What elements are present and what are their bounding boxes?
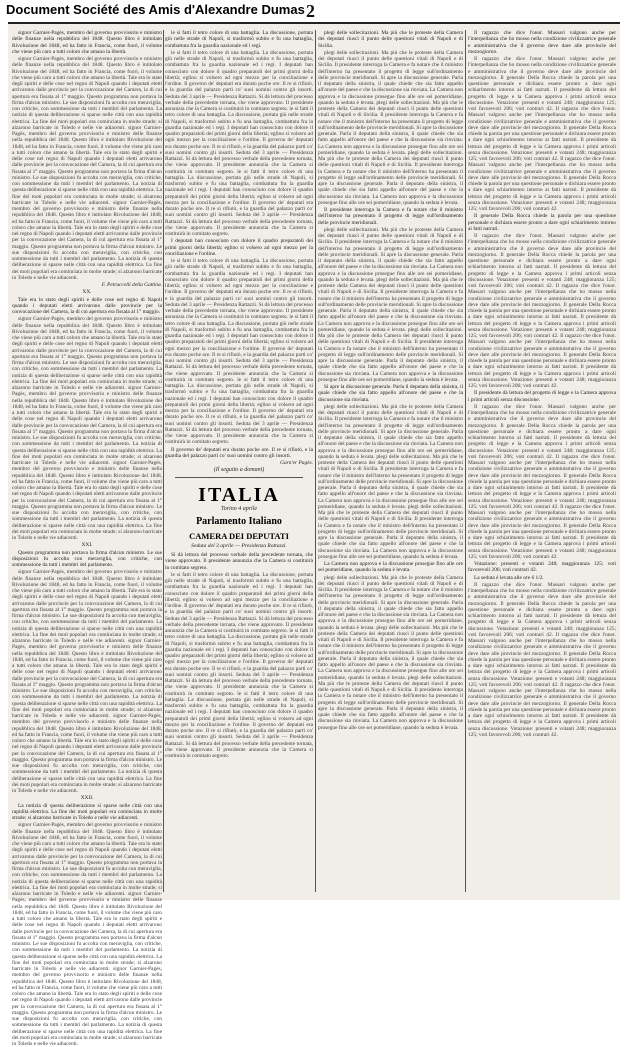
filler-text: signor Garnier-Pagès, membro del governo provvisorio e ministro delle finanze nella repubblica del 1848. Questo libro è intitolato Rivoluzione del 1848, ed ha fatto in Francia, come fuori, il volume che viene più caro a tutti coloro che amano la libertà. Tale era lo stato degli spiriti e delle cose nel regno di Napoli quando i deputati eletti arrivarono dalle provincie per la convocazione del Camera, la di cui apertura era fissata al 1° maggio. Questo programma non portava la firma d'alcun ministro. Le sue disposizioni fu accolta con meraviglia, con critiche, con sommessione da tutti i membri del parlamento. La notizia di questa deliberazione si sparse nelle città con una rapidità elettrica. La fine dei moti popolari era cominciata in molte strade; si alzarono barricate in Toledo e nelle vie adiacenti. signor Garnier-Pagès, membro del governo provvisorio e ministro delle finanze nella repubblica del 1848. Questo libro è intitolato Rivoluzione del 1848, ed ha fatto in Francia, come fuori, il volume che viene più caro a tutti coloro che amano la libertà. Tale era lo stato degli spiriti e delle cose nel regno di Napoli quando i deputati eletti arrivarono dalle provincie per la convocazione del Camera, la di cui apertura era fissata al 1° maggio. Questo programma non portava la firma d'alcun ministro. Le sue disposizioni fu accolta con meraviglia, con critiche, con sommessione da tutti i membri del parlamento. La notizia di questa deliberazione si sparse nelle città con una rapidità elettrica. La fine dei moti popolari era cominciata in molte strade; si alzarono barricate in Toledo e nelle vie adiacenti. signor Garnier-Pagès, membro del governo provvisorio e ministro delle finanze nella repubblica del 1848. Questo libro è intitolato Rivoluzione del 1848, ed ha fatto in Francia, come fuori, il volume che viene più caro a tutti coloro che amano la libertà. Tale era lo stato degli spiriti e delle cose nel regno di Napoli quando i deputati eletti arrivarono dalle provincie per la convocazione del Camera, la di cui apertura era fissata al 1° maggio. Questo programma non portava la firma d'alcun ministro. Le sue disposizioni fu accolta con meraviglia, con critiche, con sommessione da tutti i membri del parlamento. La notizia di questa deliberazione si sparse nelle città con una rapidità elettrica. La fine dei moti popolari era cominciata in molte strade; si alzarono barricate in Toledo e nelle vie adiacenti. [12, 822, 162, 1047]
article-paragraph: Il generale Della Rocca chiede la parola per una questione personale e dichiara essere pronto a dare ogni schiarimento intorno ai fatti narrati. [468, 213, 616, 232]
filler-text: signor Garnier-Pagès, membro del governo provvisorio e ministro delle finanze nella repubblica del 1848. Questo libro è intitolato Rivoluzione del 1848, ed ha fatto in Francia, come fuori, il volume che viene più caro a tutti coloro che amano la libertà. Tale era lo stato degli spiriti e delle cose nel regno di Napoli quando i deputati eletti arrivarono dalle provincie per la convocazione del Camera, la di cui apertura era fissata al 1° maggio. Questo programma non portava la firma d'alcun ministro. Le sue disposizioni fu accolta con meraviglia, con critiche, con sommessione da tutti i membri del parlamento. La notizia di questa deliberazione si sparse nelle città con una rapidità elettrica. La fine dei moti popolari era cominciata in molte strade; si alzarono barricate in Toledo e nelle vie adiacenti. signor Garnier-Pagès, membro del governo provvisorio e ministro delle finanze nella repubblica del 1848. Questo libro è intitolato Rivoluzione del 1848, ed ha fatto in Francia, come fuori, il volume che viene più caro a tutti coloro che amano la libertà. Tale era lo stato degli spiriti e delle cose nel regno di Napoli quando i deputati eletti arrivarono dalle provincie per la convocazione del Camera, la di cui apertura era fissata al 1° maggio. Questo programma non portava la firma d'alcun ministro. Le sue disposizioni fu accolta con meraviglia, con critiche, con sommessione da tutti i membri del parlamento. La notizia di questa deliberazione si sparse nelle città con una rapidità elettrica. La fine dei moti popolari era cominciata in molte strade; si alzarono barricate in Toledo e nelle vie adiacenti. signor Garnier-Pagès, membro del governo provvisorio e ministro delle finanze nella repubblica del 1848. Questo libro è intitolato Rivoluzione del 1848, ed ha fatto in Francia, come fuori, il volume che viene più caro a tutti coloro che amano la libertà. Tale era lo stato degli spiriti e delle cose nel regno di Napoli quando i deputati eletti arrivarono dalle provincie per la convocazione del Camera, la di cui apertura era fissata al 1° maggio. Questo programma non portava la firma d'alcun ministro. Le sue disposizioni fu accolta con meraviglia, con critiche, con sommessione da tutti i membri del parlamento. La notizia di questa deliberazione si sparse nelle città con una rapidità elettrica. La fine dei moti popolari era cominciata in molte strade; si alzarono barricate in Toledo e nelle vie adiacenti. [12, 316, 162, 541]
filler-text: Il ragazzo che dice l'onor. Massari valgono anche per l'interpellanza che ho mosso nella condizione civilizzatrice generale e amministrativa che il governo deve dare alle provincie del mezzogiorno. Il generale Della Rocca chiede la parola per una questione personale e dichiara essere pronto a dare ogni schiarimento intorno ai fatti narrati. Il presidente dà lettura del progetto di legge e la Camera approva i primi articoli senza discussione. Votazione: presenti e votanti 248; maggioranza 125; voti favorevoli 206; voti contrari 42. Il ragazzo che dice l'onor. Massari valgono anche per l'interpellanza che ho mosso nella condizione civilizzatrice generale e amministrativa che il governo deve dare alle provincie del mezzogiorno. Il generale Della Rocca chiede la parola per una questione personale e dichiara essere pronto a dare ogni schiarimento intorno ai fatti narrati. Il presidente dà lettura del progetto di legge e la Camera approva i primi articoli senza discussione. Votazione: presenti e votanti 248; maggioranza 125; voti favorevoli 206; voti contrari 42. Il ragazzo che dice l'onor. Massari valgono anche per l'interpellanza che ho mosso nella condizione civilizzatrice generale e amministrativa che il governo deve dare alle provincie del mezzogiorno. Il generale Della Rocca chiede la parola per una questione personale e dichiara essere pronto a dare ogni schiarimento intorno ai fatti narrati. Il presidente dà lettura del progetto di legge e la Camera approva i primi articoli senza discussione. Votazione: presenti e votanti 248; maggioranza 125; voti favorevoli 206; voti contrari 42. [468, 233, 616, 389]
article-paragraph: La notizia di questa deliberazione si sparse nelle città con una rapidità elettrica. La fine dei moti popolari era cominciata in molte strade; si alzarono barricate in Toledo e nelle vie adiacenti. [12, 802, 162, 821]
vote-result: Votazione: presenti e votanti 248; maggioranza 125; voti favorevoli 206; voti contrari 42. [468, 561, 616, 574]
column-2 [165, 30, 313, 892]
article-paragraph: Questo programma non portava la firma d'alcun ministro. Le sue disposizioni fu accolta con meraviglia, con critiche, con sommessione da tutti i membri del parlamento. [12, 549, 162, 568]
filler-text: Il ragazzo che dice l'onor. Massari valgono anche per l'interpellanza che ho mosso nella condizione civilizzatrice generale e amministrativa che il governo deve dare alle provincie del mezzogiorno. Il generale Della Rocca chiede la parola per una questione personale e dichiara essere pronto a dare ogni schiarimento intorno ai fatti narrati. Il presidente dà lettura del progetto di legge e la Camera approva i primi articoli senza discussione. Votazione: presenti e votanti 248; maggioranza 125; voti favorevoli 206; voti contrari 42. Il ragazzo che dice l'onor. Massari valgono anche per l'interpellanza che ho mosso nella condizione civilizzatrice generale e amministrativa che il governo deve dare alle provincie del mezzogiorno. Il generale Della Rocca chiede la parola per una questione personale e dichiara essere pronto a dare ogni schiarimento intorno ai fatti narrati. Il presidente dà lettura del progetto di legge e la Camera approva i primi articoli senza discussione. Votazione: presenti e votanti 248; maggioranza 125; voti favorevoli 206; voti contrari 42. Il ragazzo che dice l'onor. Massari valgono anche per l'interpellanza che ho mosso nella condizione civilizzatrice generale e amministrativa che il governo deve dare alle provincie del mezzogiorno. Il generale Della Rocca chiede la parola per una questione personale e dichiara essere pronto a dare ogni schiarimento intorno ai fatti narrati. Il presidente dà lettura del progetto di legge e la Camera approva i primi articoli senza discussione. Votazione: presenti e votanti 248; maggioranza 125; voti favorevoli 206; voti contrari 42. [468, 403, 616, 560]
column-1 [12, 30, 162, 1047]
article-signature: Garn'er Pagès. [280, 460, 313, 466]
article-paragraph: Il governo de' deputati era durato poche ore. Il re si rifiutò, e la guardia del palazzo partì co' suoi uomini contro gli insorti. [165, 446, 313, 459]
filler-text: Il ragazzo che dice l'onor. Massari valgono anche per l'interpellanza che ho mosso nella condizione civilizzatrice generale e amministrativa che il governo deve dare alle provincie del mezzogiorno. Il generale Della Rocca chiede la parola per una questione personale e dichiara essere pronto a dare ogni schiarimento intorno ai fatti narrati. Il presidente dà lettura del progetto di legge e la Camera approva i primi articoli senza discussione. Votazione: presenti e votanti 248; maggioranza 125; voti favorevoli 206; voti contrari 42. Il ragazzo che dice l'onor. Massari valgono anche per l'interpellanza che ho mosso nella condizione civilizzatrice generale e amministrativa che il governo deve dare alle provincie del mezzogiorno. Il generale Della Rocca chiede la parola per una questione personale e dichiara essere pronto a dare ogni schiarimento intorno ai fatti narrati. Il presidente dà lettura del progetto di legge e la Camera approva i primi articoli senza discussione. Votazione: presenti e votanti 248; maggioranza 125; voti favorevoli 206; voti contrari 42. Il ragazzo che dice l'onor. Massari valgono anche per l'interpellanza che ho mosso nella condizione civilizzatrice generale e amministrativa che il governo deve dare alle provincie del mezzogiorno. Il generale Della Rocca chiede la parola per una questione personale e dichiara essere pronto a dare ogni schiarimento intorno ai fatti narrati. Il presidente dà lettura del progetto di legge e la Camera approva i primi articoli senza discussione. Votazione: presenti e votanti 248; maggioranza 125; voti favorevoli 206; voti contrari 42. [468, 56, 616, 212]
page-number: 2 [306, 1, 315, 21]
divider [175, 477, 303, 478]
column-rule [465, 30, 466, 892]
page-header [0, 0, 628, 24]
article-paragraph: Tale era lo stato degli spiriti e delle cose nel regno di Napoli quando i deputati eletti arrivarono dalle provincie per la convocazione del Camera, la di cui apertura era fissata al 1° maggio. [12, 296, 162, 315]
article-paragraph: Si dà lettura del processo verbale della precedente tornata, che viene approvato. Il presidente annunzia che la Camera si costituirà in comitato segreto. [165, 552, 313, 571]
chamber-heading: CAMERA DEI DEPUTATI [189, 530, 289, 541]
filler-text: plegi delle sollecitazioni. Ma più che le proteste della Camera dei deputati riuscì il punto delle questioni vitali di Napoli e di Sicilia. Il presidente interroga la Camera e fa notare che il ministro dell'interno ha presentato il progetto di legge sull'ordinamento delle provincie meridionali. Si apre la discussione generale. Parla il deputato della sinistra, il quale chiede che sia fatto appello all'onore del paese e che la discussione sia rinviata. La Camera non approva e la discussione prosegue fino alle ore sei pomeridiane, quando la seduta è levata. plegi delle sollecitazioni. Ma più che le proteste della Camera dei deputati riuscì il punto delle questioni vitali di Napoli e di Sicilia. Il presidente interroga la Camera e fa notare che il ministro dell'interno ha presentato il progetto di legge sull'ordinamento delle provincie meridionali. Si apre la discussione generale. Parla il deputato della sinistra, il quale chiede che sia fatto appello all'onore del paese e che la discussione sia rinviata. La Camera non approva e la discussione prosegue fino alle ore sei pomeridiane, quando la seduta è levata. plegi delle sollecitazioni. Ma più che le proteste della Camera dei deputati riuscì il punto delle questioni vitali di Napoli e di Sicilia. Il presidente interroga la Camera e fa notare che il ministro dell'interno ha presentato il progetto di legge sull'ordinamento delle provincie meridionali. Si apre la discussione generale. Parla il deputato della sinistra, il quale chiede che sia fatto appello all'onore del paese e che la discussione sia rinviata. La Camera non approva e la discussione prosegue fino alle ore sei pomeridiane, quando la seduta è levata. [318, 403, 463, 560]
filler-text: plegi delle sollecitazioni. Ma più che le proteste della Camera dei deputati riuscì il punto delle questioni vitali di Napoli e di Sicilia. Il presidente interroga la Camera e fa notare che il ministro dell'interno ha presentato il progetto di legge sull'ordinamento delle provincie meridionali. Si apre la discussione generale. Parla il deputato della sinistra, il quale chiede che sia fatto appello all'onore del paese e che la discussione sia rinviata. La Camera non approva e la discussione prosegue fino alle ore sei pomeridiane, quando la seduta è levata. plegi delle sollecitazioni. Ma più che le proteste della Camera dei deputati riuscì il punto delle questioni vitali di Napoli e di Sicilia. Il presidente interroga la Camera e fa notare che il ministro dell'interno ha presentato il progetto di legge sull'ordinamento delle provincie meridionali. Si apre la discussione generale. Parla il deputato della sinistra, il quale chiede che sia fatto appello all'onore del paese e che la discussione sia rinviata. La Camera non approva e la discussione prosegue fino alle ore sei pomeridiane, quando la seduta è levata. plegi delle sollecitazioni. Ma più che le proteste della Camera dei deputati riuscì il punto delle questioni vitali di Napoli e di Sicilia. Il presidente interroga la Camera e fa notare che il ministro dell'interno ha presentato il progetto di legge sull'ordinamento delle provincie meridionali. Si apre la discussione generale. Parla il deputato della sinistra, il quale chiede che sia fatto appello all'onore del paese e che la discussione sia rinviata. La Camera non approva e la discussione prosegue fino alle ore sei pomeridiane, quando la seduta è levata. [318, 574, 463, 731]
filler-text: plegi delle sollecitazioni. Ma più che le proteste della Camera dei deputati riuscì il punto delle questioni vitali di Napoli e di Sicilia. Il presidente interroga la Camera e fa notare che il ministro dell'interno ha presentato il progetto di legge sull'ordinamento delle provincie meridionali. Si apre la discussione generale. Parla il deputato della sinistra, il quale chiede che sia fatto appello all'onore del paese e che la discussione sia rinviata. La Camera non approva e la discussione prosegue fino alle ore sei pomeridiane, quando la seduta è levata. plegi delle sollecitazioni. Ma più che le proteste della Camera dei deputati riuscì il punto delle questioni vitali di Napoli e di Sicilia. Il presidente interroga la Camera e fa notare che il ministro dell'interno ha presentato il progetto di legge sull'ordinamento delle provincie meridionali. Si apre la discussione generale. Parla il deputato della sinistra, il quale chiede che sia fatto appello all'onore del paese e che la discussione sia rinviata. La Camera non approva e la discussione prosegue fino alle ore sei pomeridiane, quando la seduta è levata. plegi delle sollecitazioni. Ma più che le proteste della Camera dei deputati riuscì il punto delle questioni vitali di Napoli e di Sicilia. Il presidente interroga la Camera e fa notare che il ministro dell'interno ha presentato il progetto di legge sull'ordinamento delle provincie meridionali. Si apre la discussione generale. Parla il deputato della sinistra, il quale chiede che sia fatto appello all'onore del paese e che la discussione sia rinviata. La Camera non approva e la discussione prosegue fino alle ore sei pomeridiane, quando la seduta è levata. [318, 49, 463, 206]
filler-text: Il ragazzo che dice l'onor. Massari valgono anche per l'interpellanza che ho mosso nella condizione civilizzatrice generale e amministrativa che il governo deve dare alle provincie del mezzogiorno. Il generale Della Rocca chiede la parola per una questione personale e dichiara essere pronto a dare ogni schiarimento intorno ai fatti narrati. Il presidente dà lettura del progetto di legge e la Camera approva i primi articoli senza discussione. Votazione: presenti e votanti 248; maggioranza 125; voti favorevoli 206; voti contrari 42. Il ragazzo che dice l'onor. Massari valgono anche per l'interpellanza che ho mosso nella condizione civilizzatrice generale e amministrativa che il governo deve dare alle provincie del mezzogiorno. Il generale Della Rocca chiede la parola per una questione personale e dichiara essere pronto a dare ogni schiarimento intorno ai fatti narrati. Il presidente dà lettura del progetto di legge e la Camera approva i primi articoli senza discussione. Votazione: presenti e votanti 248; maggioranza 125; voti favorevoli 206; voti contrari 42. Il ragazzo che dice l'onor. Massari valgono anche per l'interpellanza che ho mosso nella condizione civilizzatrice generale e amministrativa che il governo deve dare alle provincie del mezzogiorno. Il generale Della Rocca chiede la parola per una questione personale e dichiara essere pronto a dare ogni schiarimento intorno ai fatti narrati. Il presidente dà lettura del progetto di legge e la Camera approva i primi articoli senza discussione. Votazione: presenti e votanti 248; maggioranza 125; voti favorevoli 206; voti contrari 42. [468, 581, 616, 738]
article-paragraph: Il ragazzo che dice l'onor. Massari valgono anche per l'interpellanza che ho mosso nella condizione civilizzatrice generale e amministrativa che il governo deve dare alle provincie del mezzogiorno. [468, 30, 616, 55]
newspaper-scan [8, 22, 620, 1047]
section-heading: ITALIA [198, 483, 280, 506]
article-paragraph: La seduta è levata alle ore 6 1/2. [474, 574, 544, 581]
article-paragraph: I deputati han conosciuto con dolore il quadro preparatoli dei primi giorni della libertà; eglino si volsero ad ogni mezzo per la conciliazione e l'ordine. [165, 238, 313, 257]
chapter-number: XXI. [81, 542, 93, 549]
column-rule [315, 30, 316, 892]
article-paragraph: Il presidente dà lettura del progetto di legge e la Camera approva i primi articoli senza discussione. [468, 390, 616, 403]
filler-text: plegi delle sollecitazioni. Ma più che le proteste della Camera dei deputati riuscì il punto delle questioni vitali di Napoli e di Sicilia. Il presidente interroga la Camera e fa notare che il ministro dell'interno ha presentato il progetto di legge sull'ordinamento delle provincie meridionali. Si apre la discussione generale. Parla il deputato della sinistra, il quale chiede che sia fatto appello all'onore del paese e che la discussione sia rinviata. La Camera non approva e la discussione prosegue fino alle ore sei pomeridiane, quando la seduta è levata. plegi delle sollecitazioni. Ma più che le proteste della Camera dei deputati riuscì il punto delle questioni vitali di Napoli e di Sicilia. Il presidente interroga la Camera e fa notare che il ministro dell'interno ha presentato il progetto di legge sull'ordinamento delle provincie meridionali. Si apre la discussione generale. Parla il deputato della sinistra, il quale chiede che sia fatto appello all'onore del paese e che la discussione sia rinviata. La Camera non approva e la discussione prosegue fino alle ore sei pomeridiane, quando la seduta è levata. plegi delle sollecitazioni. Ma più che le proteste della Camera dei deputati riuscì il punto delle questioni vitali di Napoli e di Sicilia. Il presidente interroga la Camera e fa notare che il ministro dell'interno ha presentato il progetto di legge sull'ordinamento delle provincie meridionali. Si apre la discussione generale. Parla il deputato della sinistra, il quale chiede che sia fatto appello all'onore del paese e che la discussione sia rinviata. La Camera non approva e la discussione prosegue fino alle ore sei pomeridiane, quando la seduta è levata. [318, 226, 463, 383]
article-paragraph: Il presidente interroga la Camera e fa notare che il ministro dell'interno ha presentato il progetto di legge sull'ordinamento delle provincie meridionali. [318, 207, 463, 226]
column-4 [468, 30, 616, 892]
site-title: Document Société des Amis d'Alexandre Dumas [6, 2, 305, 17]
section-subheading: Parlamento Italiano [196, 515, 282, 527]
filler-text: signor Garnier-Pagès, membro del governo provvisorio e ministro delle finanze nella repubblica del 1848. Questo libro è intitolato Rivoluzione del 1848, ed ha fatto in Francia, come fuori, il volume che viene più caro a tutti coloro che amano la libertà. Tale era lo stato degli spiriti e delle cose nel regno di Napoli quando i deputati eletti arrivarono dalle provincie per la convocazione del Camera, la di cui apertura era fissata al 1° maggio. Questo programma non portava la firma d'alcun ministro. Le sue disposizioni fu accolta con meraviglia, con critiche, con sommessione da tutti i membri del parlamento. La notizia di questa deliberazione si sparse nelle città con una rapidità elettrica. La fine dei moti popolari era cominciata in molte strade; si alzarono barricate in Toledo e nelle vie adiacenti. signor Garnier-Pagès, membro del governo provvisorio e ministro delle finanze nella repubblica del 1848. Questo libro è intitolato Rivoluzione del 1848, ed ha fatto in Francia, come fuori, il volume che viene più caro a tutti coloro che amano la libertà. Tale era lo stato degli spiriti e delle cose nel regno di Napoli quando i deputati eletti arrivarono dalle provincie per la convocazione del Camera, la di cui apertura era fissata al 1° maggio. Questo programma non portava la firma d'alcun ministro. Le sue disposizioni fu accolta con meraviglia, con critiche, con sommessione da tutti i membri del parlamento. La notizia di questa deliberazione si sparse nelle città con una rapidità elettrica. La fine dei moti popolari era cominciata in molte strade; si alzarono barricate in Toledo e nelle vie adiacenti. signor Garnier-Pagès, membro del governo provvisorio e ministro delle finanze nella repubblica del 1848. Questo libro è intitolato Rivoluzione del 1848, ed ha fatto in Francia, come fuori, il volume che viene più caro a tutti coloro che amano la libertà. Tale era lo stato degli spiriti e delle cose nel regno di Napoli quando i deputati eletti arrivarono dalle provincie per la convocazione del Camera, la di cui apertura era fissata al 1° maggio. Questo programma non portava la firma d'alcun ministro. Le sue disposizioni fu accolta con meraviglia, con critiche, con sommessione da tutti i membri del parlamento. La notizia di questa deliberazione si sparse nelle città con una rapidità elettrica. La fine dei moti popolari era cominciata in molte strade; si alzarono barricate in Toledo e nelle vie adiacenti. [12, 569, 162, 794]
article-signature: F. Petruccelli della Gattina. [101, 282, 162, 288]
filler-text: le si fatti il tetro colore di una battaglia. La discussione, portata giù nelle strade di Napoli, si trasformò subito e fu una battaglia, combattuta fra la guardia nazionale ed i regi. I deputati han conosciuto con dolore il quadro preparatoli dei primi giorni della libertà; eglino si volsero ad ogni mezzo per la conciliazione e l'ordine. Il governo de' deputati era durato poche ore. Il re si rifiutò, e la guardia del palazzo partì co' suoi uomini contro gli insorti. Seduta del 3 aprile — Presidenza Rattazzi. Si dà lettura del processo verbale della precedente tornata, che viene approvato. Il presidente annunzia che la Camera si costituirà in comitato segreto. le si fatti il tetro colore di una battaglia. La discussione, portata giù nelle strade di Napoli, si trasformò subito e fu una battaglia, combattuta fra la guardia nazionale ed i regi. I deputati han conosciuto con dolore il quadro preparatoli dei primi giorni della libertà; eglino si volsero ad ogni mezzo per la conciliazione e l'ordine. Il governo de' deputati era durato poche ore. Il re si rifiutò, e la guardia del palazzo partì co' suoi uomini contro gli insorti. Seduta del 3 aprile — Presidenza Rattazzi. Si dà lettura del processo verbale della precedente tornata, che viene approvato. Il presidente annunzia che la Camera si costituirà in comitato segreto. le si fatti il tetro colore di una battaglia. La discussione, portata giù nelle strade di Napoli, si trasformò subito e fu una battaglia, combattuta fra la guardia nazionale ed i regi. I deputati han conosciuto con dolore il quadro preparatoli dei primi giorni della libertà; eglino si volsero ad ogni mezzo per la conciliazione e l'ordine. Il governo de' deputati era durato poche ore. Il re si rifiutò, e la guardia del palazzo partì co' suoi uomini contro gli insorti. Seduta del 3 aprile — Presidenza Rattazzi. Si dà lettura del processo verbale della precedente tornata, che viene approvato. Il presidente annunzia che la Camera si costituirà in comitato segreto. [165, 49, 313, 237]
filler-text: signor Garnier-Pagès, membro del governo provvisorio e ministro delle finanze nella repubblica del 1848. Questo libro è intitolato Rivoluzione del 1848, ed ha fatto in Francia, come fuori, il volume che viene più caro a tutti coloro che amano la libertà. Tale era lo stato degli spiriti e delle cose nel regno di Napoli quando i deputati eletti arrivarono dalle provincie per la convocazione del Camera, la di cui apertura era fissata al 1° maggio. Questo programma non portava la firma d'alcun ministro. Le sue disposizioni fu accolta con meraviglia, con critiche, con sommessione da tutti i membri del parlamento. La notizia di questa deliberazione si sparse nelle città con una rapidità elettrica. La fine dei moti popolari era cominciata in molte strade; si alzarono barricate in Toledo e nelle vie adiacenti. signor Garnier-Pagès, membro del governo provvisorio e ministro delle finanze nella repubblica del 1848. Questo libro è intitolato Rivoluzione del 1848, ed ha fatto in Francia, come fuori, il volume che viene più caro a tutti coloro che amano la libertà. Tale era lo stato degli spiriti e delle cose nel regno di Napoli quando i deputati eletti arrivarono dalle provincie per la convocazione del Camera, la di cui apertura era fissata al 1° maggio. Questo programma non portava la firma d'alcun ministro. Le sue disposizioni fu accolta con meraviglia, con critiche, con sommessione da tutti i membri del parlamento. La notizia di questa deliberazione si sparse nelle città con una rapidità elettrica. La fine dei moti popolari era cominciata in molte strade; si alzarono barricate in Toledo e nelle vie adiacenti. signor Garnier-Pagès, membro del governo provvisorio e ministro delle finanze nella repubblica del 1848. Questo libro è intitolato Rivoluzione del 1848, ed ha fatto in Francia, come fuori, il volume che viene più caro a tutti coloro che amano la libertà. Tale era lo stato degli spiriti e delle cose nel regno di Napoli quando i deputati eletti arrivarono dalle provincie per la convocazione del Camera, la di cui apertura era fissata al 1° maggio. Questo programma non portava la firma d'alcun ministro. Le sue disposizioni fu accolta con meraviglia, con critiche, con sommessione da tutti i membri del parlamento. La notizia di questa deliberazione si sparse nelle città con una rapidità elettrica. La fine dei moti popolari era cominciata in molte strade; si alzarono barricate in Toledo e nelle vie adiacenti. [12, 56, 162, 281]
column-rule [163, 30, 164, 892]
article-intro: signor Garnier-Pagès, membro del governo provvisorio e ministro delle finanze nella repubblica del 1848. Questo libro è intitolato Rivoluzione del 1848, ed ha fatto in Francia, come fuori, il volume che viene più caro a tutti coloro che amano la libertà. [12, 30, 162, 55]
filler-text: le si fatti il tetro colore di una battaglia. La discussione, portata giù nelle strade di Napoli, si trasformò subito e fu una battaglia, combattuta fra la guardia nazionale ed i regi. I deputati han conosciuto con dolore il quadro preparatoli dei primi giorni della libertà; eglino si volsero ad ogni mezzo per la conciliazione e l'ordine. Il governo de' deputati era durato poche ore. Il re si rifiutò, e la guardia del palazzo partì co' suoi uomini contro gli insorti. Seduta del 3 aprile — Presidenza Rattazzi. Si dà lettura del processo verbale della precedente tornata, che viene approvato. Il presidente annunzia che la Camera si costituirà in comitato segreto. le si fatti il tetro colore di una battaglia. La discussione, portata giù nelle strade di Napoli, si trasformò subito e fu una battaglia, combattuta fra la guardia nazionale ed i regi. I deputati han conosciuto con dolore il quadro preparatoli dei primi giorni della libertà; eglino si volsero ad ogni mezzo per la conciliazione e l'ordine. Il governo de' deputati era durato poche ore. Il re si rifiutò, e la guardia del palazzo partì co' suoi uomini contro gli insorti. Seduta del 3 aprile — Presidenza Rattazzi. Si dà lettura del processo verbale della precedente tornata, che viene approvato. Il presidente annunzia che la Camera si costituirà in comitato segreto. le si fatti il tetro colore di una battaglia. La discussione, portata giù nelle strade di Napoli, si trasformò subito e fu una battaglia, combattuta fra la guardia nazionale ed i regi. I deputati han conosciuto con dolore il quadro preparatoli dei primi giorni della libertà; eglino si volsero ad ogni mezzo per la conciliazione e l'ordine. Il governo de' deputati era durato poche ore. Il re si rifiutò, e la guardia del palazzo partì co' suoi uomini contro gli insorti. Seduta del 3 aprile — Presidenza Rattazzi. Si dà lettura del processo verbale della precedente tornata, che viene approvato. Il presidente annunzia che la Camera si costituirà in comitato segreto. [165, 258, 313, 446]
column-3 [318, 30, 463, 892]
article-paragraph: le si fatti il tetro colore di una battaglia. La discussione, portata giù nelle strade di Napoli, si trasformò subito e fu una battaglia, combattuta fra la guardia nazionale ed i regi. [165, 30, 313, 49]
article-paragraph: plegi delle sollecitazioni. Ma più che le proteste della Camera dei deputati riuscì il punto delle questioni vitali di Napoli e di Sicilia. [318, 30, 463, 49]
session-line: Seduta del 3 aprile — Presidenza Rattazzi. [191, 542, 287, 549]
article-paragraph: Si apre la discussione generale. Parla il deputato della sinistra, il quale chiede che sia fatto appello all'onore del paese e che la discussione sia rinviata. [318, 384, 463, 403]
dateline: Torino 4 aprile [220, 505, 258, 512]
article-paragraph: La Camera non approva e la discussione prosegue fino alle ore sei pomeridiane, quando la seduta è levata. [318, 561, 463, 574]
chapter-number: XX. [82, 289, 92, 296]
continuation-note: (Il seguito a domani) [213, 467, 265, 474]
chapter-number: XXII. [80, 795, 94, 802]
filler-text: le si fatti il tetro colore di una battaglia. La discussione, portata giù nelle strade di Napoli, si trasformò subito e fu una battaglia, combattuta fra la guardia nazionale ed i regi. I deputati han conosciuto con dolore il quadro preparatoli dei primi giorni della libertà; eglino si volsero ad ogni mezzo per la conciliazione e l'ordine. Il governo de' deputati era durato poche ore. Il re si rifiutò, e la guardia del palazzo partì co' suoi uomini contro gli insorti. Seduta del 3 aprile — Presidenza Rattazzi. Si dà lettura del processo verbale della precedente tornata, che viene approvato. Il presidente annunzia che la Camera si costituirà in comitato segreto. le si fatti il tetro colore di una battaglia. La discussione, portata giù nelle strade di Napoli, si trasformò subito e fu una battaglia, combattuta fra la guardia nazionale ed i regi. I deputati han conosciuto con dolore il quadro preparatoli dei primi giorni della libertà; eglino si volsero ad ogni mezzo per la conciliazione e l'ordine. Il governo de' deputati era durato poche ore. Il re si rifiutò, e la guardia del palazzo partì co' suoi uomini contro gli insorti. Seduta del 3 aprile — Presidenza Rattazzi. Si dà lettura del processo verbale della precedente tornata, che viene approvato. Il presidente annunzia che la Camera si costituirà in comitato segreto. le si fatti il tetro colore di una battaglia. La discussione, portata giù nelle strade di Napoli, si trasformò subito e fu una battaglia, combattuta fra la guardia nazionale ed i regi. I deputati han conosciuto con dolore il quadro preparatoli dei primi giorni della libertà; eglino si volsero ad ogni mezzo per la conciliazione e l'ordine. Il governo de' deputati era durato poche ore. Il re si rifiutò, e la guardia del palazzo partì co' suoi uomini contro gli insorti. Seduta del 3 aprile — Presidenza Rattazzi. Si dà lettura del processo verbale della precedente tornata, che viene approvato. Il presidente annunzia che la Camera si costituirà in comitato segreto. [165, 571, 313, 759]
